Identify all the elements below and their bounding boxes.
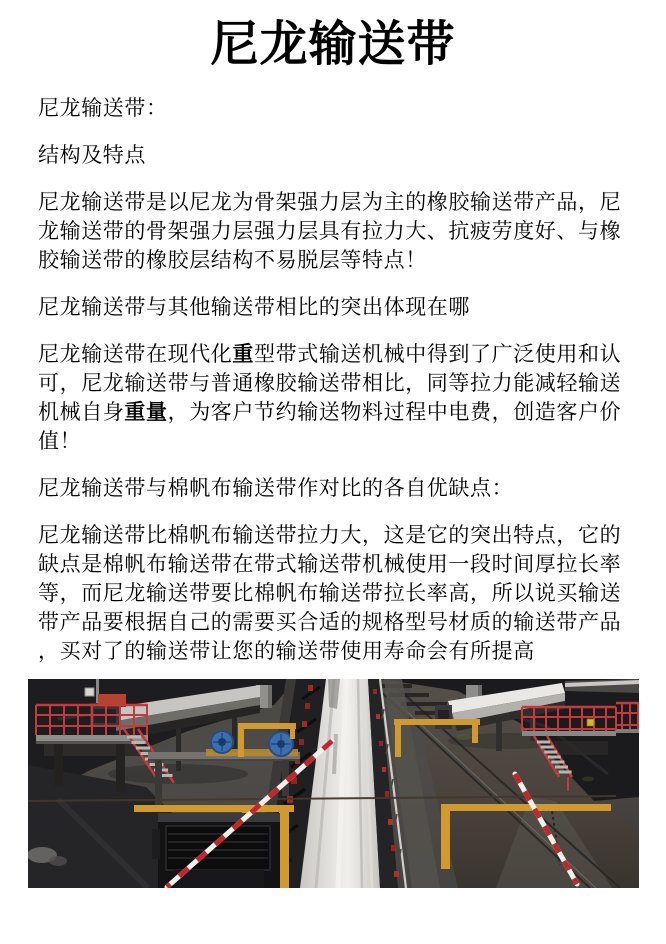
conveyor-photo xyxy=(28,679,639,888)
article-body xyxy=(0,94,666,666)
hopper-machine xyxy=(152,813,280,888)
page-title: 尼龙输送带 xyxy=(210,18,456,71)
yellow-sign xyxy=(587,719,594,726)
cable-reel-blue-right xyxy=(269,732,293,756)
cable-reel-blue-left xyxy=(211,731,233,753)
conveyor-photo-illustration xyxy=(28,679,639,888)
heading-compare: 尼龙输送带与其他输送带相比的突出体现在哪 xyxy=(38,296,470,319)
para-advantage: 尼龙输送带在现代化重型带式输送机械中得到了广泛使用和认 可，尼龙输送带与普通橡胶输送带相比，同等拉力能减轻输送 机械自身重量，为客户节约输送物料过程中电费，创造客户价 值！ xyxy=(38,343,622,453)
article-page xyxy=(0,14,666,888)
heading-pros-cons: 尼龙输送带与棉帆布输送带作对比的各自优缺点： xyxy=(38,477,514,500)
para-comparison: 尼龙输送带比棉帆布输送带拉力大，这是它的突出特点，它的 缺点是棉帆布输送带在带式输送带机械使用一段时间厚拉长率 等，而尼龙输送带要比棉帆布输送带拉长率高，所以说买输送 带产品要根据自己的需要买合适的规格型号材质的输送带产品 ，买对了的输送带让您的输送带使用寿命会有所提高 xyxy=(38,524,622,663)
heading-structure: 结构及特点 xyxy=(38,144,146,167)
para-structure: 尼龙输送带是以尼龙为骨架强力层为主的橡胶输送带产品，尼 龙输送带的骨架强力层强力层具有拉力大、抗疲劳度好、与橡 胶输送带的橡胶层结构不易脱层等特点！ xyxy=(38,191,622,272)
intro-label: 尼龙输送带： xyxy=(38,97,168,120)
